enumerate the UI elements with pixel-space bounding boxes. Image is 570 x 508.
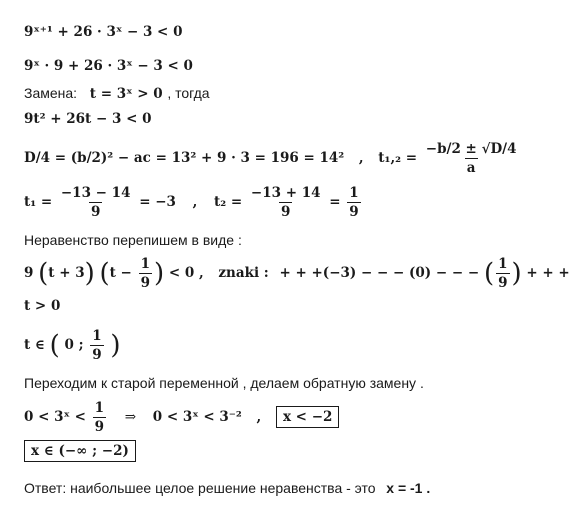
back-substitution-caption — [24, 375, 424, 391]
substitution-then: , тогда — [167, 85, 210, 101]
answer-text: Ответ: наибольшее целое решение неравенства - это — [24, 480, 376, 496]
signs-sequence-end: + + + — [526, 265, 570, 281]
root-t2-result-numerator: 1 — [349, 185, 359, 201]
rewrite-caption-text: Неравенство перепишем в виде : — [24, 232, 242, 248]
answer-line — [24, 480, 430, 497]
signs-fraction-numerator: 1 — [498, 256, 508, 272]
solution-box: x ∈ (−∞ ; −2) — [24, 440, 136, 462]
exponential-fraction — [93, 400, 106, 435]
root-t2-fraction — [249, 185, 323, 220]
positivity-line — [24, 298, 60, 314]
root-t2-equals: = — [329, 194, 341, 210]
back-substitution-text: Переходим к старой переменной , делаем обратную замену . — [24, 375, 424, 391]
factor-2-denominator: 9 — [140, 275, 150, 291]
exponential-line — [24, 400, 339, 435]
rewrite-caption — [24, 232, 242, 248]
signs-fraction-denominator: 9 — [498, 275, 508, 291]
implies-arrow: ⇒ — [124, 409, 137, 425]
substitution-line — [24, 85, 210, 102]
factor-2: t − — [109, 265, 132, 281]
interval-fraction-numerator: 1 — [92, 328, 102, 344]
result-box-inequality: x < −2 — [276, 406, 339, 428]
roots-comma: , — [192, 194, 198, 210]
interval-left: 0 ; — [64, 337, 84, 353]
quadratic-line — [24, 111, 152, 127]
substitution-formula: t = 3ˣ > 0 — [89, 86, 163, 102]
substitution-label: Замена: — [24, 85, 78, 101]
factored-line: 9 (t + 3) (t − $\frac{1}{9}$ ) < 0 , znaki : + + +(−3) − − − (0) − − − ( $\frac{1}{9}$ ) + + + — [24, 256, 570, 291]
inequality-expanded: 9ˣ · 9 + 26 · 3ˣ − 3 < 0 — [24, 58, 193, 74]
discriminant-line — [24, 141, 520, 176]
discriminant-comma: , — [358, 150, 364, 166]
root-t2-result-denominator: 9 — [349, 204, 359, 220]
exponential-fraction-numerator: 1 — [94, 400, 105, 416]
signs-sequence: + + +(−3) − − − (0) − − − — [279, 265, 480, 281]
roots-formula-numerator: −b/2 ± √D/4 — [425, 141, 517, 157]
roots-formula-label: t₁,₂ = — [378, 150, 418, 166]
quadratic-inequality: 9t² + 26t − 3 < 0 — [24, 111, 152, 127]
solution-line — [24, 440, 136, 462]
interval-line: t ∈ ( 0 ; $\frac{1}{9}$ ) — [24, 328, 121, 363]
interval-label: t ∈ — [24, 337, 45, 353]
factored-comparison: < 0 , — [168, 265, 204, 281]
inequality-line-2 — [24, 58, 193, 74]
root-t1-fraction — [59, 185, 133, 220]
root-t2-label: t₂ = — [214, 194, 243, 210]
root-t2-numerator: −13 + 14 — [250, 185, 321, 201]
inequality-line-1 — [24, 24, 182, 40]
interval-fraction — [90, 328, 103, 363]
factored-coefficient: 9 — [24, 265, 34, 281]
root-t2-denominator: 9 — [280, 204, 291, 220]
factor-2-fraction — [139, 256, 152, 291]
answer-value: x = -1 . — [386, 480, 431, 496]
exponential-inequality: 0 < 3ˣ < — [24, 409, 86, 425]
factor-2-numerator: 1 — [140, 256, 150, 272]
root-t1-denominator: 9 — [90, 204, 101, 220]
roots-formula-fraction — [424, 141, 519, 176]
roots-line — [24, 185, 363, 220]
exponential-rewritten: 0 < 3ˣ < 3⁻² — [152, 409, 242, 425]
root-t2-result-fraction — [347, 185, 360, 220]
signs-fraction — [496, 256, 509, 291]
roots-formula-denominator: a — [466, 160, 476, 176]
exponential-comma: , — [256, 409, 262, 425]
interval-fraction-denominator: 9 — [92, 347, 102, 363]
root-t1-label: t₁ = — [24, 194, 53, 210]
root-t1-result: = −3 — [139, 194, 176, 210]
factor-1: t + 3 — [48, 265, 85, 281]
signs-label: znaki : — [218, 265, 269, 281]
positivity-condition: t > 0 — [24, 298, 61, 314]
inequality-original: 9ˣ⁺¹ + 26 · 3ˣ − 3 < 0 — [24, 24, 183, 40]
exponential-fraction-denominator: 9 — [94, 419, 105, 435]
root-t1-numerator: −13 − 14 — [60, 185, 131, 201]
discriminant-formula: D/4 = (b/2)² − ac = 13² + 9 · 3 = 196 = 14² — [24, 150, 345, 166]
